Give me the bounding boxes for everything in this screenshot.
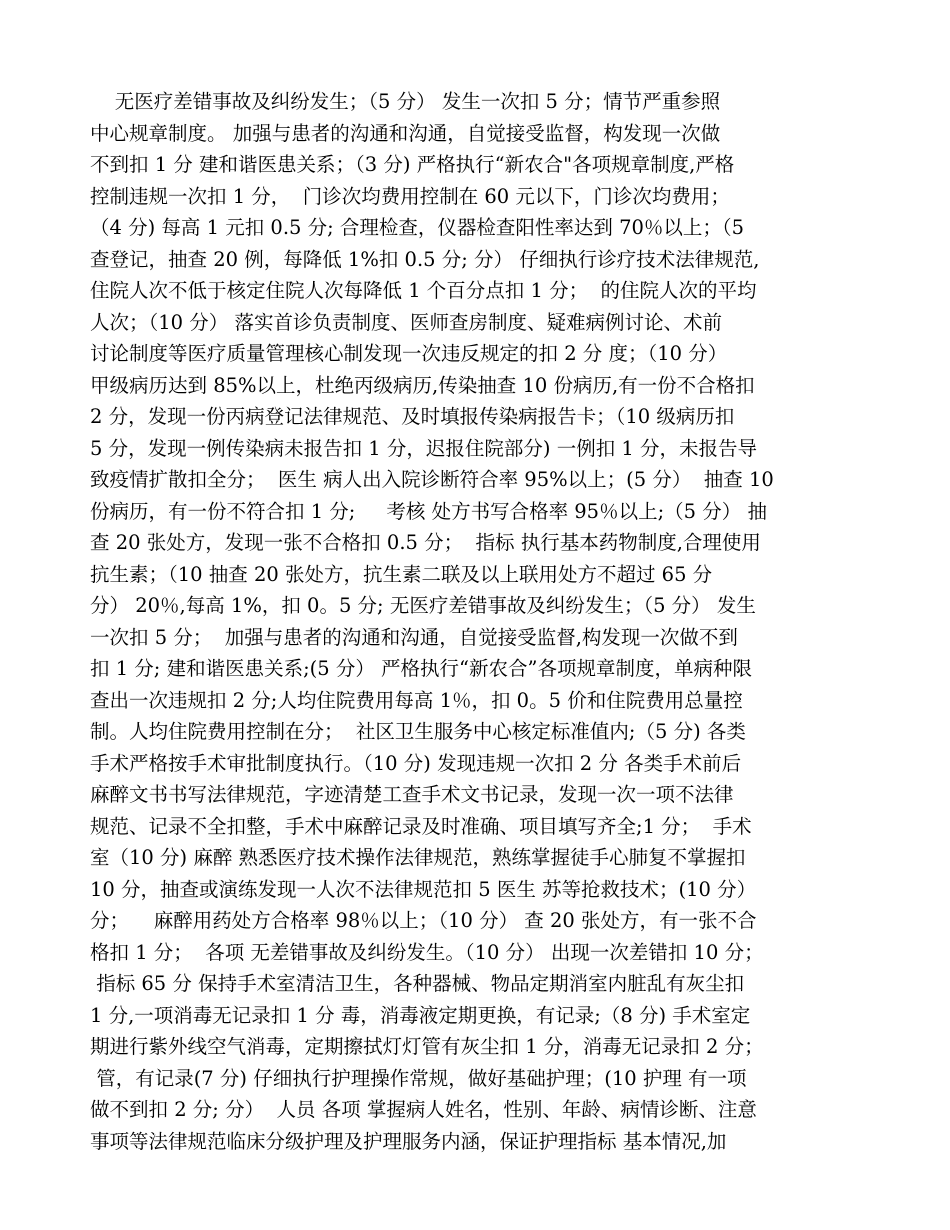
text-line: 住院人次不低于核定住院人次每降低 1 个百分点扣 1 分； 的住院人次的平均: [90, 279, 757, 302]
text-line: 不到扣 1 分 建和谐医患关系；（3 分) 严格执行“新农合"各项规章制度,严格: [90, 153, 735, 176]
text-line: 分） 20％,每高 1%，扣 0。5 分; 无医疗差错事故及纠纷发生；（5 分） 发生: [90, 594, 756, 617]
text-line: 人次；（10 分） 落实首诊负责制度、医师查房制度、疑难病例讨论、术前: [90, 310, 722, 334]
text-line: 1 分,一项消毒无记录扣 1 分 毒，消毒液定期更换，有记录;（8 分) 手术室定: [90, 1003, 751, 1027]
text-line: 手术严格按手术审批制度执行。（10 分) 发现违规一次扣 2 分 各类手术前后: [90, 751, 742, 775]
text-line: 指标 65 分 保持手术室清洁卫生，各种器械、物品定期消室内脏乱有灰尘扣: [90, 972, 745, 995]
text-line: 查 20 张处方，发现一张不合格扣 0.5 分； 指标 执行基本药物制度,合理使用: [90, 531, 761, 554]
text-line: 讨论制度等医疗质量管理核心制发现一次违反规定的扣 2 分 度；（10 分）: [90, 342, 728, 365]
text-line: 做不到扣 2 分; 分） 人员 各项 掌握病人姓名，性别、年龄、病情诊断、注意: [90, 1098, 757, 1121]
text-line: 一次扣 5 分； 加强与患者的沟通和沟通，自觉接受监督,构发现一次做不到: [90, 625, 738, 649]
text-line: 麻醉文书书写法律规范，字迹清楚工查手术文书记录，发现一次一项不法律: [90, 783, 734, 806]
text-line: 份病历，有一份不符合扣 1 分; 考核 处方书写合格率 95％以上;（5 分） 抽: [90, 499, 767, 523]
text-line: 甲级病历达到 85%以上，杜绝丙级病历,传染抽查 10 份病历,有一份不合格扣: [90, 373, 755, 397]
text-line: 格扣 1 分； 各项 无差错事故及纠纷发生。（10 分） 出现一次差错扣 10 分；: [90, 940, 764, 964]
text-line: （4 分) 每高 1 元扣 0.5 分; 合理检查，仪器检查阳性率达到 70％以上；（5: [90, 216, 745, 239]
text-line: 抗生素；（10 抽查 20 张处方，抗生素二联及以上联用处方不超过 65 分: [90, 562, 713, 586]
text-line: 期进行紫外线空气消毒，定期擦拭灯灯管有灰尘扣 1 分，消毒无记录扣 2 分；: [90, 1035, 764, 1058]
text-line: 中心规章制度。 加强与患者的沟通和沟通，自觉接受监督，构发现一次做: [90, 121, 721, 145]
text-line: 事项等法律规范临床分级护理及护理服务内涵，保证护理指标 基本情况,加: [90, 1129, 727, 1153]
text-line: 规范、记录不全扣整，手术中麻醉记录及时准确、项目填写齐全;1 分； 手术: [90, 814, 752, 838]
text-line: 2 分，发现一份丙病登记法律规范、及时填报传染病报告卡；（10 级病历扣: [90, 405, 735, 428]
text-line: 制。人均住院费用控制在分； 社区卫生服务中心核定标准值内;（5 分) 各类: [90, 720, 746, 743]
text-line: 控制违规一次扣 1 分， 门诊次均费用控制在 60 元以下，门诊次均费用；: [90, 184, 730, 208]
text-line: 致疫情扩散扣全分； 医生 病人出入院诊断符合率 95%以上；(5 分） 抽查 10: [90, 468, 774, 491]
text-line: 查出一次违规扣 2 分;人均住院费用每高 1％，扣 0。5 价和住院费用总量控: [90, 688, 743, 712]
text-line: 10 分，抽查或演练发现一人次不法律规范扣 5 医生 苏等抢救技术；(10 分）: [90, 877, 757, 901]
text-line: 分； 麻醉用药处方合格率 98％以上；（10 分） 查 20 张处方，有一张不合: [90, 909, 757, 932]
text-line: 扣 1 分; 建和谐医患关系;(5 分） 严格执行“新农合”各项规章制度，单病种限: [90, 657, 752, 680]
text-line: 室（10 分) 麻醉 熟悉医疗技术操作法律规范，熟练掌握徒手心肺复不掌握扣: [90, 846, 746, 869]
document-body-text: [90, 86, 870, 1157]
text-line: 无医疗差错事故及纠纷发生；（5 分） 发生一次扣 5 分；情节严重参照: [90, 90, 721, 113]
text-line: 管，有记录(7 分) 仔细执行护理操作常规，做好基础护理；(10 护理 有一项: [90, 1066, 747, 1090]
text-line: 5 分，发现一例传染病未报告扣 1 分，迟报住院部分) 一例扣 1 分，未报告导: [90, 436, 758, 460]
text-line: 查登记，抽查 20 例，每降低 1%扣 0.5 分; 分） 仔细执行诊疗技术法律规范,: [90, 247, 760, 271]
